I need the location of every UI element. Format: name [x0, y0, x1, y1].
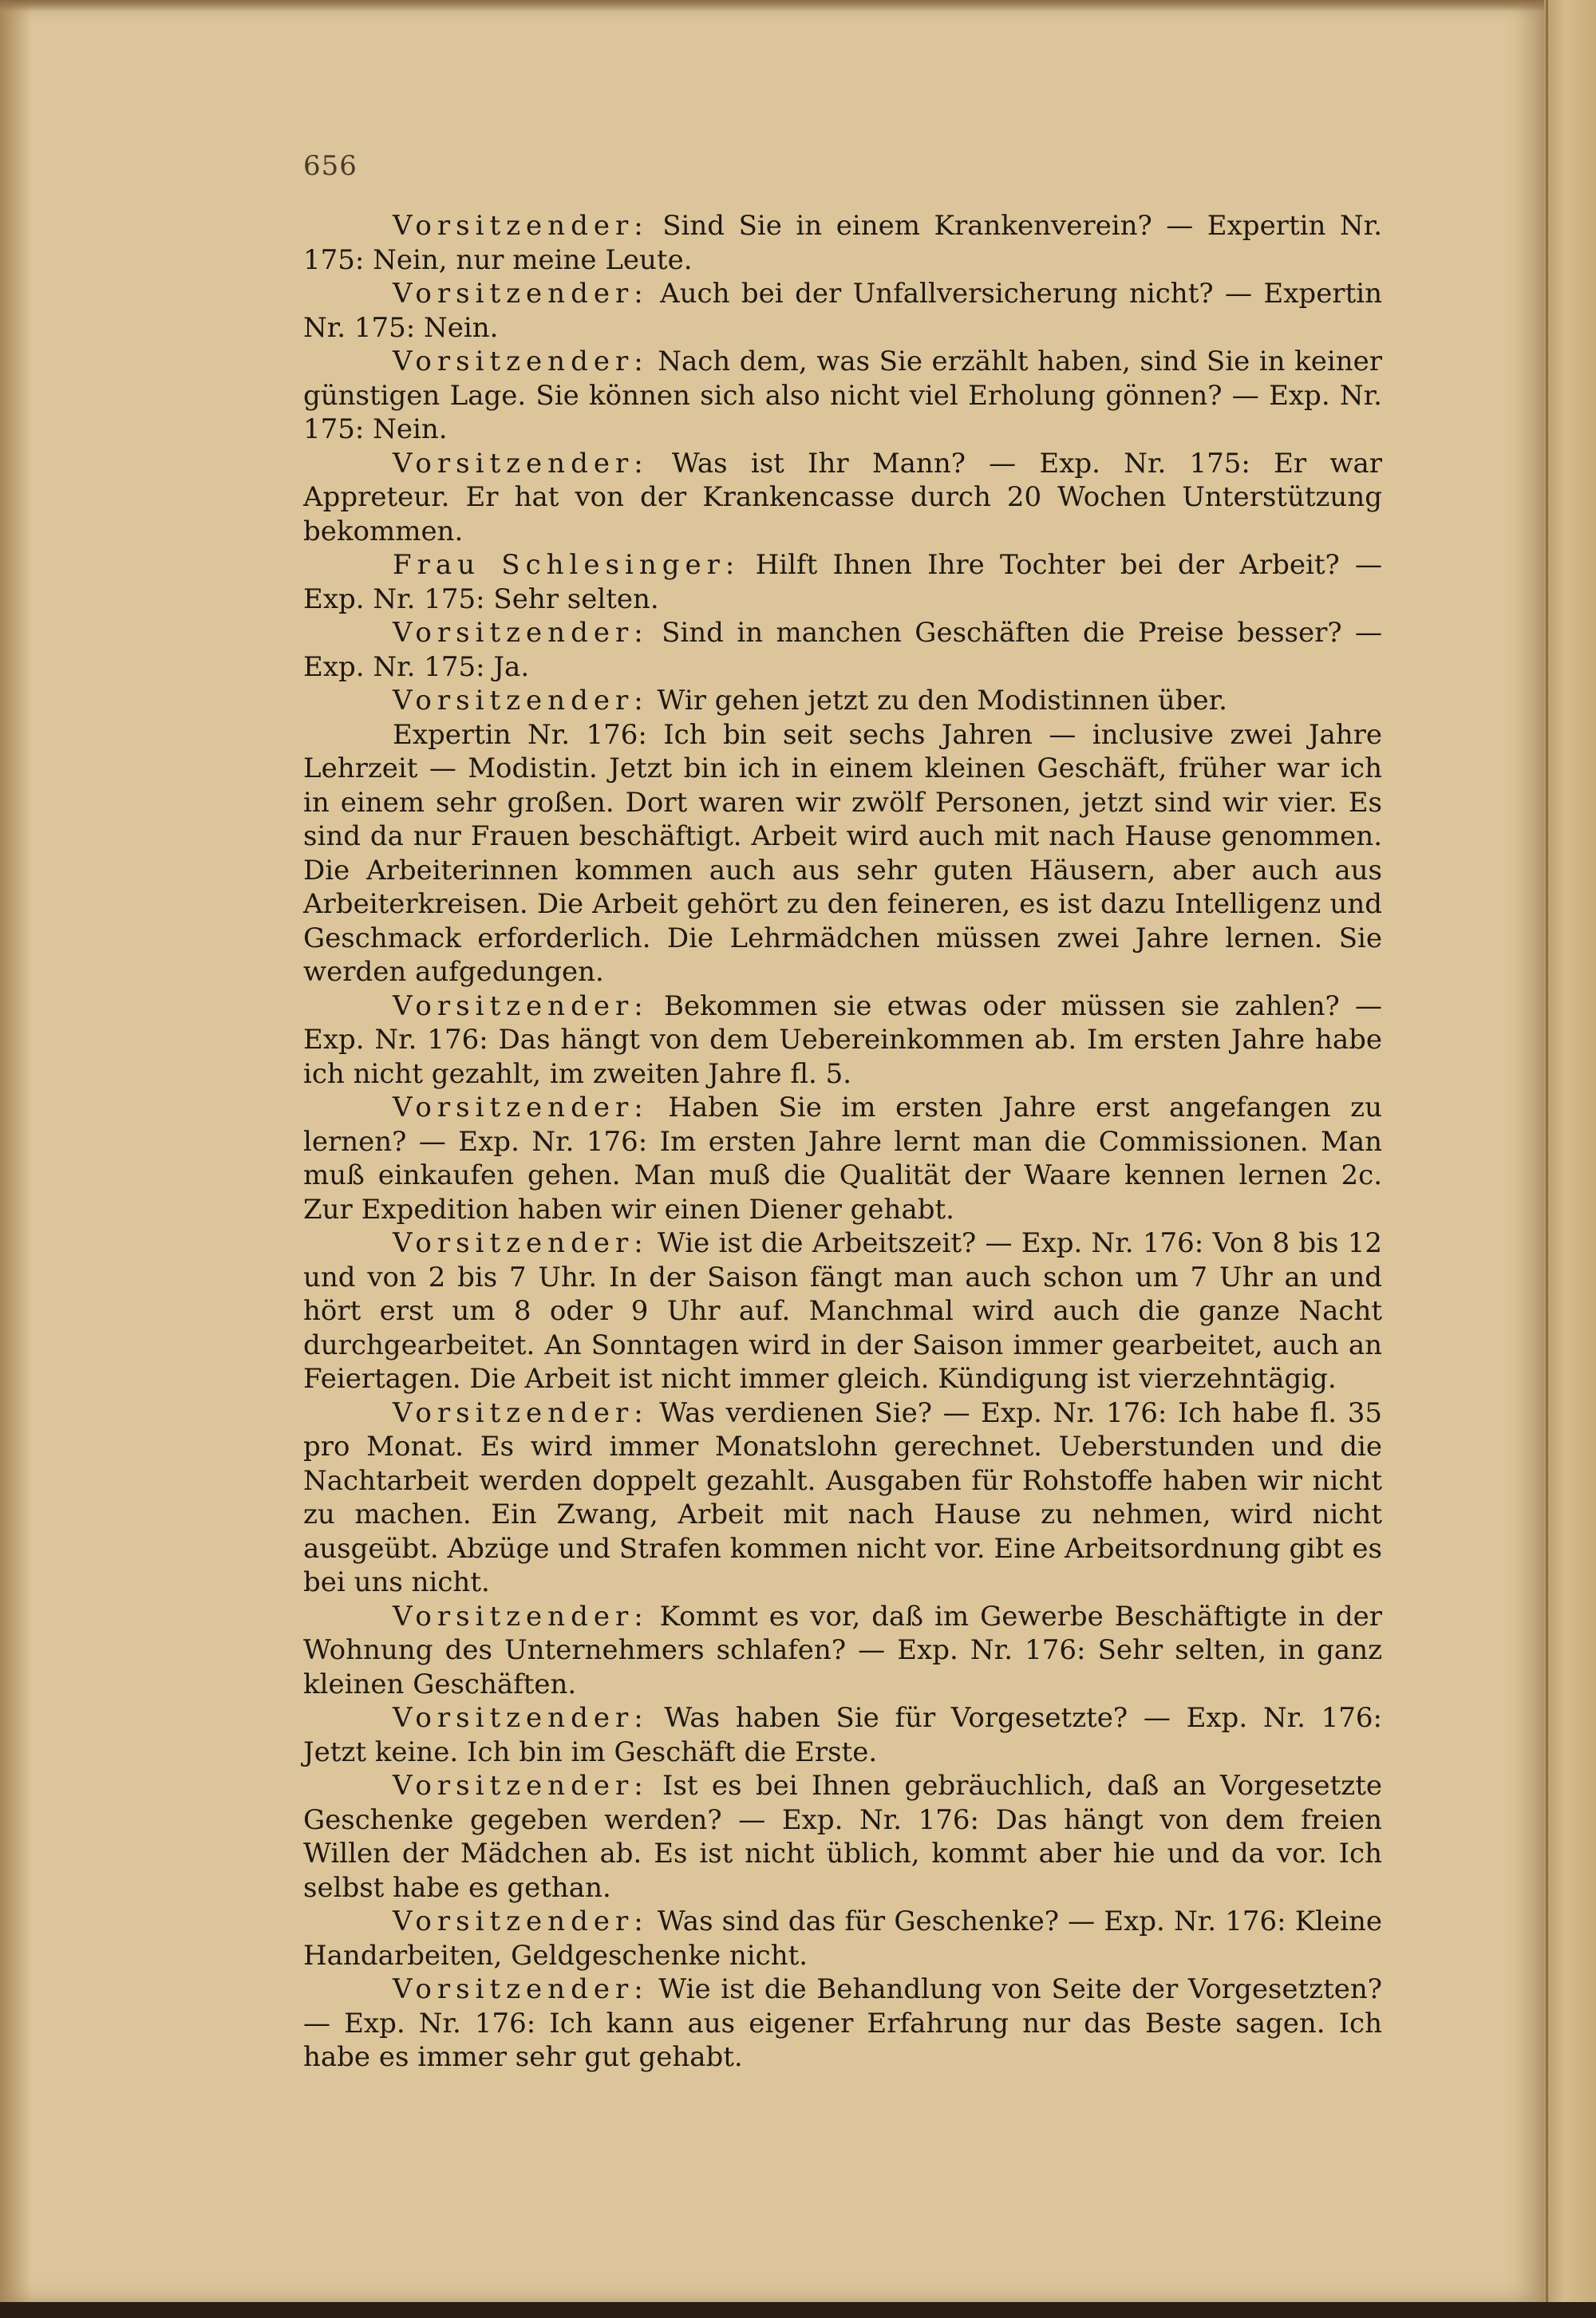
paragraph [303, 345, 1382, 447]
paragraph [303, 1972, 1382, 2075]
paragraph-text: Wie ist die Behandlung von Seite der Vorgesetzten? — Exp. Nr. 176: Ich kann aus eigener Erfahrung nur das Beste sagen. Ich habe es immer sehr gut gehabt. [303, 1973, 1382, 2073]
paragraph-text: Haben Sie im ersten Jahre erst angefangen zu lernen? — Exp. Nr. 176: Im ersten Jahre lernt man die Commissionen. Man muß einkaufen gehen. Man muß die Qualität der Waare kennen lernen 2c. Zur Expedition haben wir einen Diener gehabt. [303, 1092, 1382, 1226]
speaker-label: Vorsitzender: [393, 1396, 649, 1429]
paragraph [303, 277, 1382, 345]
speaker-label: Vorsitzender: [393, 1973, 649, 2005]
paragraph-text: Bekommen sie etwas oder müssen sie zahlen? — Exp. Nr. 176: Das hängt von dem Uebereinkommen ab. Im ersten Jahre habe ich nicht gezahlt, im zweiten Jahre fl. 5. [303, 989, 1382, 1090]
paragraph [303, 447, 1382, 549]
paragraph [303, 989, 1382, 1092]
paragraph-text: Expertin Nr. 176: Ich bin seit sechs Jahren — inclusive zwei Jahre Lehrzeit — Modistin. Jetzt bin ich in einem kleinen Geschäft, früher war ich in einem sehr großen. Dort waren wir zwölf Personen, jetzt sind wir vier. Es sind da nur Frauen beschäftigt. Arbeit wird auch mit nach Hause genommen. Die Arbeiterinnen kommen auch aus sehr guten Häusern, aber auch aus Arbeiterkreisen. Die Arbeit gehört zu den feineren, es ist dazu Intelligenz und Geschmack erforderlich. Die Lehrmädchen müssen zwei Jahre lernen. Sie werden aufgedungen. [303, 718, 1382, 988]
paragraph [303, 1905, 1382, 1972]
paragraph [303, 1396, 1382, 1600]
paragraph [303, 616, 1382, 684]
paragraph-text: Kommt es vor, daß im Gewerbe Beschäftigte in der Wohnung des Unternehmers schlafen? — Exp. Nr. 176: Sehr selten, in ganz kleinen Geschäften. [303, 1600, 1382, 1700]
paragraph-text: Sind Sie in einem Krankenverein? — Expertin Nr. 175: Nein, nur meine Leute. [303, 210, 1382, 276]
paragraph-text: Was verdienen Sie? — Exp. Nr. 176: Ich habe fl. 35 pro Monat. Es wird immer Monatslohn gerechnet. Ueberstunden und die Nachtarbeit werden doppelt gezahlt. Ausgaben für Rohstoffe haben wir nicht zu machen. Ein Zwang, Arbeit mit nach Hause zu nehmen, wird nicht ausgeübt. Abzüge und Strafen kommen nicht vor. Eine Arbeitsordnung gibt es bei uns nicht. [303, 1396, 1382, 1598]
speaker-label: Vorsitzender: [393, 1227, 649, 1259]
paragraph-text: Wie ist die Arbeitszeit? — Exp. Nr. 176: Von 8 bis 12 und von 2 bis 7 Uhr. In der Saison fängt man auch schon um 7 Uhr an und hört erst um 8 oder 9 Uhr auf. Manchmal wird auch die ganze Nacht durchgearbeitet. An Sonntagen wird in der Saison immer gearbeitet, auch an Feiertagen. Die Arbeit ist nicht immer gleich. Kündigung ist vierzehntägig. [303, 1227, 1382, 1395]
paragraph-text: Was ist Ihr Mann? — Exp. Nr. 175: Er war Appreteur. Er hat von der Krankencasse durch 20 Wochen Unterstützung bekommen. [303, 447, 1382, 547]
paragraph [303, 718, 1382, 989]
page-stain-left [0, 0, 32, 2302]
speaker-label: Frau Schlesinger: [393, 549, 741, 581]
paragraph-text: Wir gehen jetzt zu den Modistinnen über. [648, 685, 1227, 717]
paragraph [303, 1226, 1382, 1396]
speaker-label: Vorsitzender: [393, 1770, 649, 1802]
speaker-label: Vorsitzender: [393, 447, 649, 480]
paragraph [303, 1769, 1382, 1905]
paragraph [303, 1600, 1382, 1702]
paragraph-text: Was haben Sie für Vorgesetzte? — Exp. Nr. 176: Jetzt keine. Ich bin im Geschäft die Erste. [303, 1702, 1382, 1768]
book-page-edge [1544, 0, 1596, 2302]
speaker-label: Vorsitzender: [393, 1600, 649, 1633]
speaker-label: Vorsitzender: [393, 1702, 649, 1734]
speaker-label: Vorsitzender: [393, 278, 649, 310]
speaker-label: Vorsitzender: [393, 210, 649, 242]
paragraph-text: Ist es bei Ihnen gebräuchlich, daß an Vorgesetzte Geschenke gegeben werden? — Exp. Nr. 176: Das hängt von dem freien Willen der Mädchen ab. Es ist nicht üblich, kommt aber hie und da vor. Ich selbst habe es gethan. [303, 1770, 1382, 1904]
paragraph [303, 684, 1382, 718]
book-bottom-edge [0, 2302, 1596, 2318]
paragraph [303, 1091, 1382, 1226]
speaker-label: Vorsitzender: [393, 1092, 649, 1123]
paragraph-text: Was sind das für Geschenke? — Exp. Nr. 176: Kleine Handarbeiten, Geldgeschenke nicht. [303, 1905, 1382, 1972]
text-body [303, 209, 1382, 2075]
page-stain-top [0, 0, 1544, 11]
paragraph-text: Auch bei der Unfallversicherung nicht? — Expertin Nr. 175: Nein. [303, 278, 1382, 344]
speaker-label: Vorsitzender: [393, 989, 649, 1022]
paragraph-text: Sind in manchen Geschäften die Preise besser? — Exp. Nr. 175: Ja. [303, 617, 1382, 683]
speaker-label: Vorsitzender: [393, 346, 649, 377]
paragraph [303, 209, 1382, 277]
paragraph-text: Nach dem, was Sie erzählt haben, sind Sie in keiner günstigen Lage. Sie können sich also nicht viel Erholung gönnen? — Exp. Nr. 175: Nein. [303, 346, 1382, 445]
page-number: 656 [303, 150, 358, 182]
speaker-label: Vorsitzender: [393, 617, 649, 649]
paragraph [303, 548, 1382, 616]
paragraph-text: Hilft Ihnen Ihre Tochter bei der Arbeit? — Exp. Nr. 175: Sehr selten. [303, 549, 1383, 615]
paragraph [303, 1701, 1382, 1769]
speaker-label: Vorsitzender: [393, 1905, 649, 1937]
speaker-label: Vorsitzender: [393, 685, 649, 717]
